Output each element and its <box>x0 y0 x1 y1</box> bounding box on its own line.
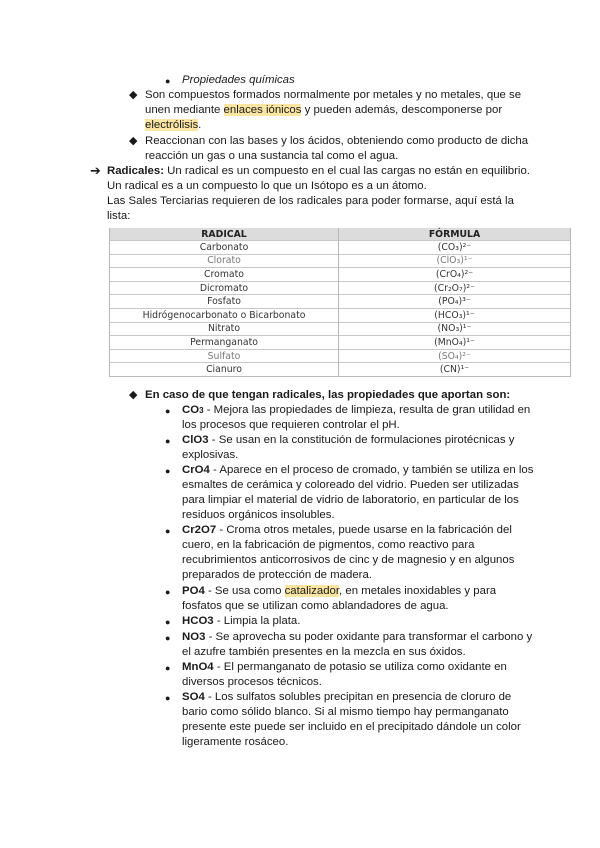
bullet-dot: ● <box>165 526 171 536</box>
text-line: el azufre también presentes en la mezcla en sus óxidos. <box>182 646 466 658</box>
text-span: - Mejora las propiedades de limpieza, resulta de gran utilidad en <box>203 404 531 416</box>
table-row <box>110 322 571 336</box>
text-line <box>182 463 533 478</box>
arrow-bullet-icon: ➔ <box>90 163 101 178</box>
text-line: reacción un gas o una sustancia tal como el agua. <box>145 150 399 162</box>
formula-cell: (HCO₃)¹⁻ <box>339 308 571 322</box>
text-line: Son compuestos formados normalmente por metales y no metales, que se <box>145 89 522 101</box>
text-line: los procesos que requieren controlar el pH. <box>182 419 400 431</box>
text-line <box>182 630 532 645</box>
text-line: explosivas. <box>182 449 239 461</box>
text-line <box>182 660 507 675</box>
radical-label-po4: PO4 <box>182 585 205 597</box>
radical-name-cell: Dicromato <box>110 281 339 295</box>
table-row <box>110 241 571 255</box>
table-header-row <box>110 228 571 241</box>
text-line: esmaltes de cerámica y coloreado del vidrio. Pueden ser utilizadas <box>182 479 519 491</box>
text-span: - El permanganato de potasio se utiliza como oxidante en <box>213 661 507 673</box>
bullet-dot: ● <box>165 617 171 627</box>
radical-label-clo3: ClO3 <box>182 434 209 446</box>
text-line: bario como sólido blanco. Si al mismo tiempo hay permanganato <box>182 706 509 718</box>
diamond-bullet: ◆ <box>129 135 138 147</box>
formula-cell: (Cr₂O₇)²⁻ <box>339 281 571 295</box>
text-line: para limpiar el material de vidrio de laboratorio, en particular de los <box>182 494 519 506</box>
table-row <box>110 349 571 363</box>
column-header-formula: FÓRMULA <box>339 228 571 241</box>
radical-label-so4: SO4 <box>182 691 205 703</box>
text-span: Un radical es un compuesto en el cual las cargas no están en equilibrio. <box>163 165 530 177</box>
text-line: cuero, en la fabricación de pigmentos, como reactivo para <box>182 539 475 551</box>
text-line: fosfatos que se utilizan como ablandadores de agua. <box>182 600 449 612</box>
formula-cell: (NO₃)¹⁻ <box>339 322 571 336</box>
bullet-dot: ● <box>165 406 171 416</box>
section-heading-propiedades-radicales: En caso de que tengan radicales, las propiedades que aportan son: <box>145 389 511 401</box>
bullet-dot: ● <box>165 466 171 476</box>
highlight-catalizador: catalizador <box>284 585 340 597</box>
bullet-dot: ● <box>165 587 171 597</box>
radical-label-mno4: MnO4 <box>182 661 214 673</box>
text-line <box>182 403 530 418</box>
text-span: , en metales inoxidables y para <box>339 585 497 597</box>
text-span: unen mediante <box>145 104 224 116</box>
bullet-dot: ● <box>165 633 171 643</box>
formula-cell: (CO₃)²⁻ <box>339 241 571 255</box>
text-line <box>182 690 511 705</box>
radical-name-cell: Nitrato <box>110 322 339 336</box>
diamond-bullet: ◆ <box>129 89 138 101</box>
text-span: - Los sulfatos solubles precipitan en presencia de cloruro de <box>204 691 512 703</box>
text-span: y pueden además, descomponerse por <box>301 104 503 116</box>
radicals-table <box>109 228 571 377</box>
text-line <box>107 164 530 179</box>
table-row <box>110 254 571 268</box>
text-line: recubrimientos anticorrosivos de cinc y de magnesio y en algunos <box>182 554 515 566</box>
text-line: residuos orgánicos insolubles. <box>182 509 335 521</box>
table-row <box>110 308 571 322</box>
bullet-dot: ● <box>165 693 171 703</box>
formula-cell: (CN)¹⁻ <box>339 363 571 377</box>
bullet-dot: ● <box>165 663 171 673</box>
table-row <box>110 281 571 295</box>
radical-label-no3: NO3 <box>182 631 206 643</box>
formula-cell: (MnO₄)¹⁻ <box>339 336 571 350</box>
highlight-enlaces-ionicos: enlaces iónicos <box>223 104 302 116</box>
radical-name-cell: Sulfato <box>110 349 339 363</box>
diamond-bullet: ◆ <box>129 389 138 401</box>
text-line: diversos procesos técnicos. <box>182 676 322 688</box>
table-row <box>110 295 571 309</box>
table-row <box>110 336 571 350</box>
formula-cell: (PO₄)³⁻ <box>339 295 571 309</box>
text-span: - Croma otros metales, puede usarse en la fabricación del <box>216 524 512 536</box>
text-line: Reaccionan con las bases y los ácidos, obteniendo como producto de dicha <box>145 135 529 147</box>
radical-name-cell: Fosfato <box>110 295 339 309</box>
text-span: - Se aprovecha su poder oxidante para transformar el carbono y <box>205 631 533 643</box>
radical-name-cell: Permanganato <box>110 336 339 350</box>
column-header-radical: RADICAL <box>110 228 339 241</box>
text-span: - Se usa como <box>204 585 285 597</box>
highlight-electrolisis: electrólisis <box>145 119 199 131</box>
radical-name-cell: Cianuro <box>110 363 339 377</box>
radical-label-cro4: CrO4 <box>182 464 210 476</box>
text-span: . <box>198 119 202 131</box>
text-line: presente este puede ser incluido en el precipitado dándole un color <box>182 721 521 733</box>
radicales-label: Radicales: <box>107 165 164 177</box>
radical-name-cell: Clorato <box>110 254 339 268</box>
radical-name-cell: Carbonato <box>110 241 339 255</box>
radical-label-co3 <box>182 404 204 416</box>
formula-cell: (ClO₃)¹⁻ <box>339 254 571 268</box>
text-line <box>182 433 514 448</box>
text-line: preparados de protección de madera. <box>182 569 372 581</box>
bullet-dot: ● <box>165 76 171 86</box>
text-line <box>182 584 496 599</box>
radical-name-cell: Cromato <box>110 268 339 282</box>
radical-label-cr2o7: Cr2O7 <box>182 524 217 536</box>
table-row <box>110 363 571 377</box>
bullet-dot: ● <box>165 436 171 446</box>
text-line <box>145 118 201 133</box>
formula-cell: (CrO₄)²⁻ <box>339 268 571 282</box>
text-line <box>145 103 502 118</box>
text-span: - Limpia la plata. <box>213 615 301 627</box>
text-span: CO <box>182 404 200 416</box>
formula-cell: (SO₄)²⁻ <box>339 349 571 363</box>
radical-name-cell: Hidrógenocarbonato o Bicarbonato <box>110 308 339 322</box>
section-heading-propiedades: Propiedades químicas <box>182 74 295 86</box>
text-span: - Se usan en la constitución de formulaciones pirotécnicas y <box>208 434 515 446</box>
radical-label-hco3: HCO3 <box>182 615 214 627</box>
text-line: Las Sales Terciarias requieren de los radicales para poder formarse, aquí está la <box>107 195 514 207</box>
text-span: - Aparece en el proceso de cromado, y también se utiliza en los <box>209 464 534 476</box>
table-row <box>110 268 571 282</box>
text-line: ligeramente rosáceo. <box>182 736 289 748</box>
text-line: lista: <box>107 210 131 222</box>
subscript: 3 <box>199 406 204 415</box>
text-line <box>182 614 300 629</box>
text-line: Un radical es a un compuesto lo que un Isótopo es a un átomo. <box>107 180 427 192</box>
text-line <box>182 523 512 538</box>
